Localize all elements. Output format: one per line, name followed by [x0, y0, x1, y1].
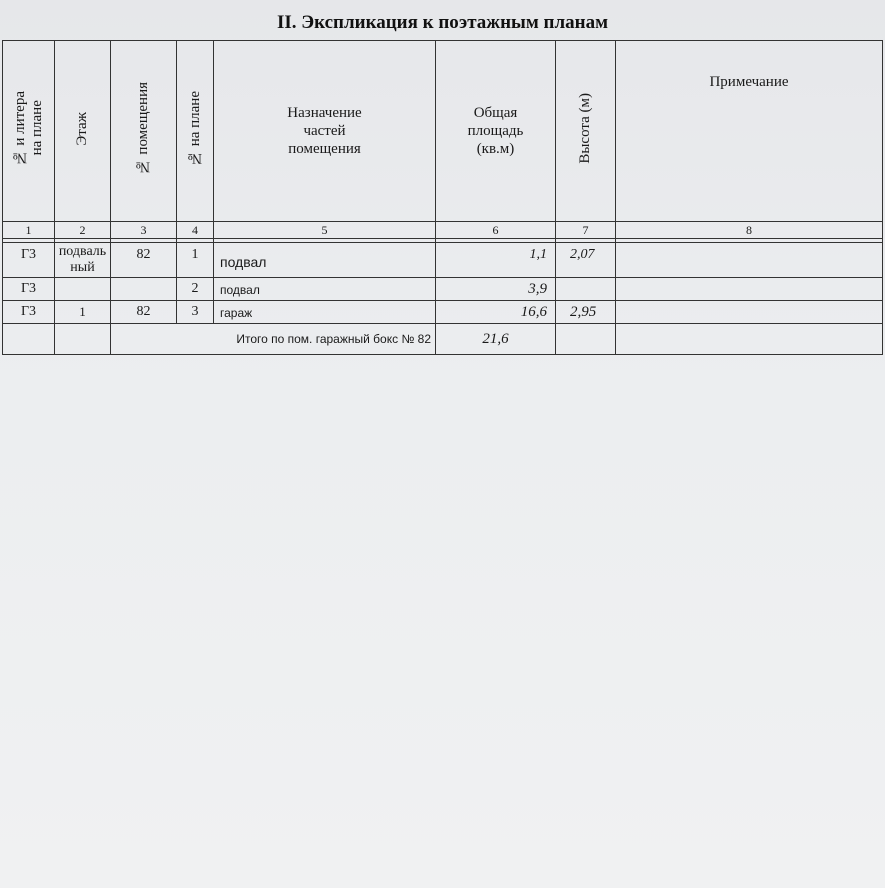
cell-litera: Г3 [3, 278, 55, 301]
explication-table [2, 40, 883, 355]
cell-area: 16,6 [436, 301, 556, 324]
column-number: 5 [214, 222, 436, 239]
column-number: 1 [3, 222, 55, 239]
cell-note [616, 278, 883, 301]
cell-note [616, 243, 883, 278]
header-litera: № и литера на плане [3, 41, 55, 222]
header-note: Примечание [616, 41, 883, 222]
column-number: 6 [436, 222, 556, 239]
header-height: Высота (м) [556, 41, 616, 222]
cell-room [111, 278, 177, 301]
cell-height [556, 278, 616, 301]
total-label: Итого по пом. гаражный бокс № 82 [111, 324, 436, 355]
cell-purpose: подвал [214, 278, 436, 301]
column-number: 3 [111, 222, 177, 239]
header-row [3, 41, 883, 222]
cell-height: 2,95 [556, 301, 616, 324]
cell-area: 1,1 [436, 243, 556, 278]
cell-litera: Г3 [3, 243, 55, 278]
cell-plan-number: 2 [177, 278, 214, 301]
document-title: II. Экспликация к поэтажным планам [276, 12, 609, 33]
cell-floor: подваль ный [55, 243, 111, 278]
column-number: 7 [556, 222, 616, 239]
cell-plan-number: 3 [177, 301, 214, 324]
cell-litera: Г3 [3, 301, 55, 324]
header-plan-number: № на плане [177, 41, 214, 222]
total-area: 21,6 [436, 324, 556, 355]
cell-plan-number: 1 [177, 243, 214, 278]
table-row [3, 301, 883, 324]
cell-purpose: подвал [214, 243, 436, 278]
cell-note [616, 301, 883, 324]
cell-area: 3,9 [436, 278, 556, 301]
cell-room: 82 [111, 301, 177, 324]
table-row [3, 243, 883, 278]
cell-floor: 1 [55, 301, 111, 324]
total-row [3, 324, 883, 355]
column-number-row [3, 222, 883, 239]
column-number: 4 [177, 222, 214, 239]
cell-purpose: гараж [214, 301, 436, 324]
cell-height: 2,07 [556, 243, 616, 278]
column-number: 8 [616, 222, 883, 239]
cell-floor [55, 278, 111, 301]
header-area: Общая площадь (кв.м) [436, 41, 556, 222]
header-purpose: Назначение частей помещения [214, 41, 436, 222]
table-row [3, 278, 883, 301]
cell-room: 82 [111, 243, 177, 278]
header-floor: Этаж [55, 41, 111, 222]
header-room-number: № помещения [111, 41, 177, 222]
column-number: 2 [55, 222, 111, 239]
